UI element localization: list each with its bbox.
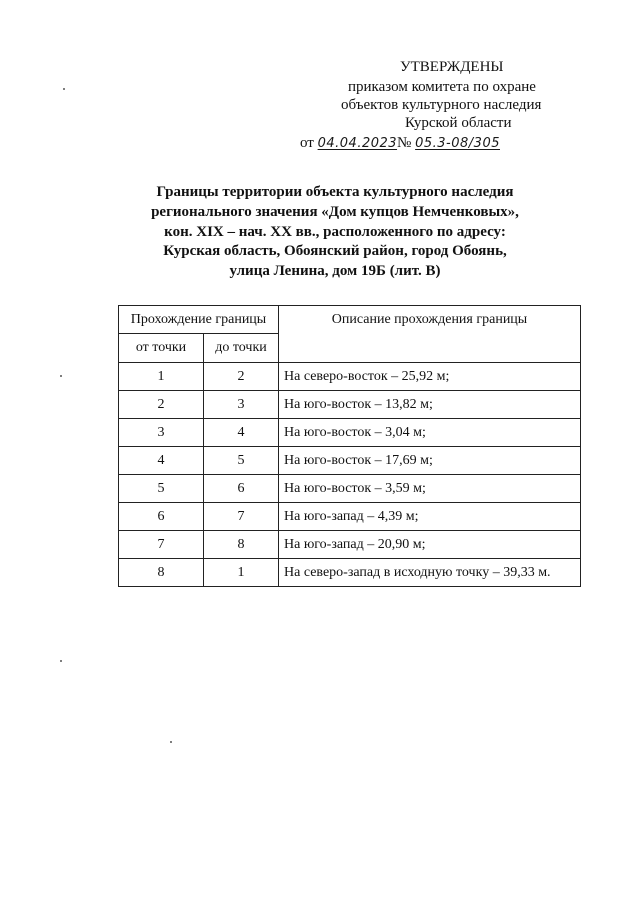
header-to-point: до точки bbox=[204, 334, 279, 363]
approval-date: 04.04.2023 bbox=[317, 136, 398, 151]
title-line-4: Курская область, Обоянский район, город Обоянь, bbox=[163, 243, 507, 260]
approval-line-2: приказом комитета по охране bbox=[348, 79, 536, 95]
table-header-row bbox=[119, 306, 581, 334]
description-cell: На юго-восток – 3,59 м; bbox=[279, 475, 581, 503]
from-point-cell: 7 bbox=[119, 531, 204, 559]
header-description: Описание прохождения границы bbox=[279, 306, 581, 363]
description-cell: На юго-восток – 3,04 м; bbox=[279, 419, 581, 447]
table-row bbox=[119, 559, 581, 587]
to-point-cell: 1 bbox=[204, 559, 279, 587]
table-row bbox=[119, 503, 581, 531]
title-line-5: улица Ленина, дом 19Б (лит. В) bbox=[229, 263, 441, 280]
from-point-cell: 6 bbox=[119, 503, 204, 531]
from-point-cell: 5 bbox=[119, 475, 204, 503]
title-line-2: регионального значения «Дом купцов Немченковых», bbox=[151, 203, 519, 220]
document-title bbox=[100, 183, 570, 282]
from-point-cell: 8 bbox=[119, 559, 204, 587]
to-point-cell: 4 bbox=[204, 419, 279, 447]
description-cell: На юго-запад – 4,39 м; bbox=[279, 503, 581, 531]
number-label: № bbox=[397, 135, 412, 151]
boundary-table bbox=[118, 305, 581, 587]
description-cell: На юго-запад – 20,90 м; bbox=[279, 531, 581, 559]
table-row bbox=[119, 419, 581, 447]
description-cell: На северо-запад в исходную точку – 39,33 м. bbox=[279, 559, 581, 587]
header-from-point: от точки bbox=[119, 334, 204, 363]
scan-speck bbox=[60, 660, 62, 662]
description-cell: На юго-восток – 13,82 м; bbox=[279, 391, 581, 419]
description-cell: На юго-восток – 17,69 м; bbox=[279, 447, 581, 475]
table-row bbox=[119, 363, 581, 391]
scan-speck bbox=[63, 88, 65, 90]
from-point-cell: 3 bbox=[119, 419, 204, 447]
from-point-cell: 4 bbox=[119, 447, 204, 475]
approval-heading: УТВЕРЖДЕНЫ bbox=[400, 59, 504, 75]
from-point-cell: 1 bbox=[119, 363, 204, 391]
from-point-cell: 2 bbox=[119, 391, 204, 419]
title-line-1: Границы территории объекта культурного наследия bbox=[156, 184, 514, 200]
scan-speck bbox=[60, 375, 62, 377]
approval-date-line bbox=[300, 134, 500, 153]
to-point-cell: 2 bbox=[204, 363, 279, 391]
approval-line-4: Курской области bbox=[405, 115, 512, 131]
table-row bbox=[119, 475, 581, 503]
to-point-cell: 8 bbox=[204, 531, 279, 559]
table-row bbox=[119, 531, 581, 559]
to-point-cell: 5 bbox=[204, 447, 279, 475]
approval-line-3: объектов культурного наследия bbox=[341, 97, 542, 113]
title-line-3: кон. XIX – нач. XX вв., расположенного по адресу: bbox=[164, 223, 506, 240]
approval-number: 05.3-08/305 bbox=[415, 136, 500, 151]
to-point-cell: 3 bbox=[204, 391, 279, 419]
description-cell: На северо-восток – 25,92 м; bbox=[279, 363, 581, 391]
to-point-cell: 6 bbox=[204, 475, 279, 503]
to-point-cell: 7 bbox=[204, 503, 279, 531]
from-label: от bbox=[300, 135, 314, 151]
header-boundary-passage: Прохождение границы bbox=[119, 306, 279, 334]
table-row bbox=[119, 391, 581, 419]
scan-speck bbox=[170, 741, 172, 743]
table-row bbox=[119, 447, 581, 475]
